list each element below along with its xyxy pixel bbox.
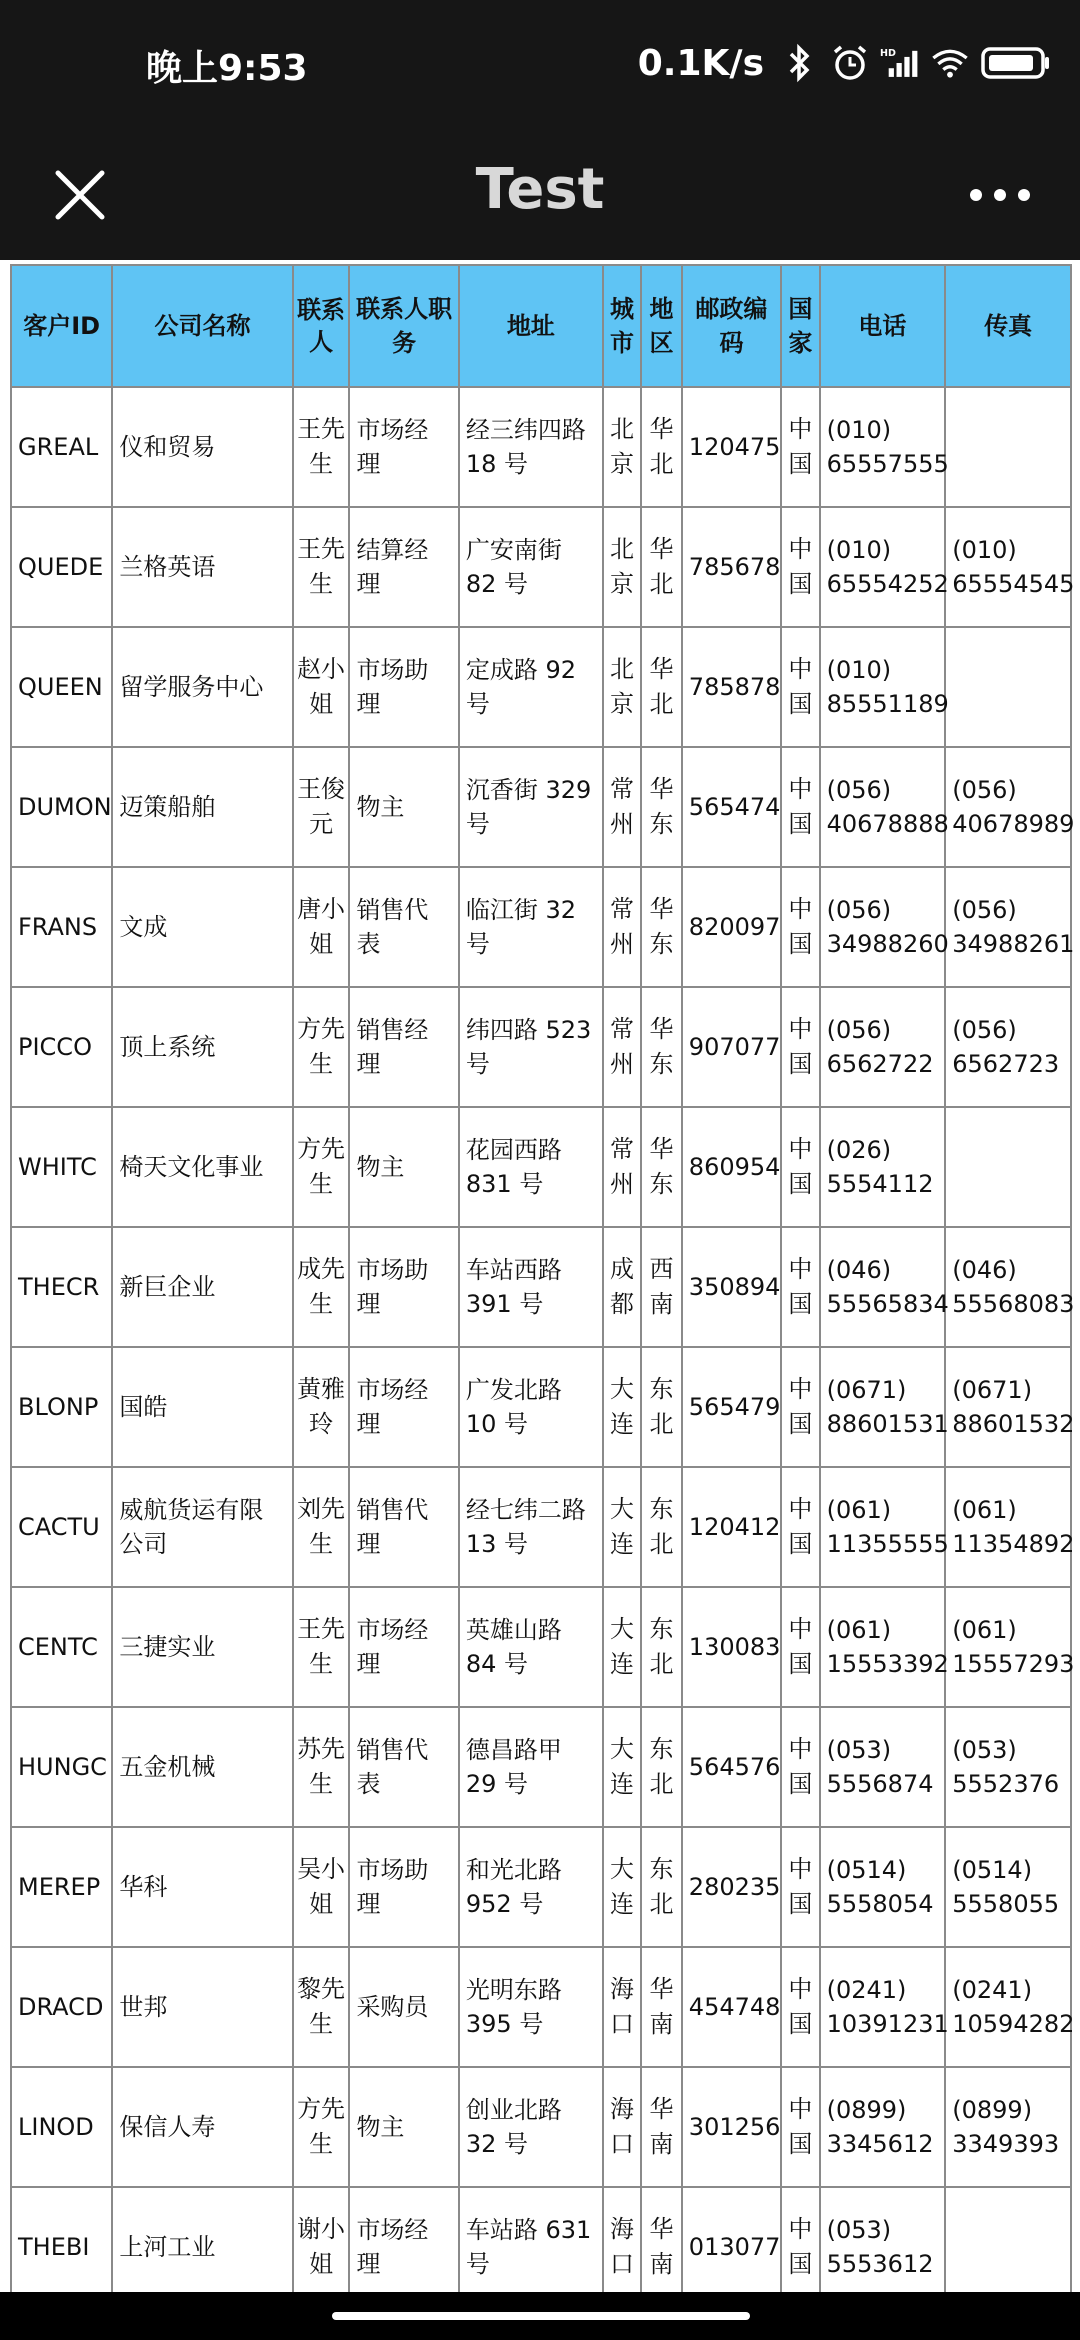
contact-cell: 方先生	[293, 2067, 350, 2187]
company-cell: 仪和贸易	[112, 387, 292, 507]
postal-cell: 130083	[682, 1587, 781, 1707]
customer-id-cell: THEBI	[11, 2187, 112, 2292]
address-cell: 经七纬二路 13 号	[459, 1467, 603, 1587]
contact-title-cell: 销售经理	[349, 987, 458, 1107]
postal-cell: 120475	[682, 387, 781, 507]
table-row	[11, 1947, 1071, 2067]
country-cell: 中国	[781, 1587, 820, 1707]
city-cell: 成都	[603, 1227, 642, 1347]
contact-title-cell: 物主	[349, 1107, 458, 1227]
contact-title-cell: 市场助理	[349, 1227, 458, 1347]
country-cell: 中国	[781, 627, 820, 747]
city-cell: 北京	[603, 387, 642, 507]
table-row	[11, 507, 1071, 627]
table-header-row	[11, 265, 1071, 387]
customer-id-cell: DUMON	[11, 747, 112, 867]
city-cell: 大连	[603, 1467, 642, 1587]
svg-text:HD: HD	[880, 48, 896, 60]
app-bar	[0, 130, 1080, 260]
country-cell: 中国	[781, 987, 820, 1107]
fax-cell	[945, 387, 1071, 507]
company-cell: 保信人寿	[112, 2067, 292, 2187]
table-row	[11, 1587, 1071, 1707]
region-cell: 华北	[641, 387, 682, 507]
table-row	[11, 1827, 1071, 1947]
region-cell: 东北	[641, 1707, 682, 1827]
fax-cell: (0514) 5558055	[945, 1827, 1071, 1947]
postal-cell: 350894	[682, 1227, 781, 1347]
battery-icon	[980, 43, 1052, 83]
company-cell: 留学服务中心	[112, 627, 292, 747]
address-cell: 沉香街 329 号	[459, 747, 603, 867]
city-cell: 海口	[603, 2067, 642, 2187]
table-row	[11, 1227, 1071, 1347]
contact-cell: 黎先生	[293, 1947, 350, 2067]
city-cell: 常州	[603, 867, 642, 987]
table-row	[11, 2067, 1071, 2187]
table-row	[11, 747, 1071, 867]
header-contact-title: 联系人职务	[349, 265, 458, 387]
address-cell: 英雄山路 84 号	[459, 1587, 603, 1707]
phone-cell: (0241) 10391231	[820, 1947, 946, 2067]
navigation-bar	[0, 2292, 1080, 2340]
city-cell: 大连	[603, 1827, 642, 1947]
address-cell: 定成路 92 号	[459, 627, 603, 747]
city-cell: 大连	[603, 1587, 642, 1707]
region-cell: 东北	[641, 1467, 682, 1587]
header-postal: 邮政编码	[682, 265, 781, 387]
country-cell: 中国	[781, 747, 820, 867]
contact-cell: 王俊元	[293, 747, 350, 867]
address-cell: 和光北路 952 号	[459, 1827, 603, 1947]
phone-cell: (056) 40678888	[820, 747, 946, 867]
country-cell: 中国	[781, 1467, 820, 1587]
customer-id-cell: FRANS	[11, 867, 112, 987]
region-cell: 华东	[641, 747, 682, 867]
header-region: 地区	[641, 265, 682, 387]
postal-cell: 013077	[682, 2187, 781, 2292]
address-cell: 德昌路甲 29 号	[459, 1707, 603, 1827]
address-cell: 广安南街 82 号	[459, 507, 603, 627]
country-cell: 中国	[781, 507, 820, 627]
phone-cell: (056) 34988260	[820, 867, 946, 987]
region-cell: 华北	[641, 507, 682, 627]
contact-title-cell: 市场助理	[349, 1827, 458, 1947]
table-row	[11, 1707, 1071, 1827]
network-speed: 0.1K/s	[637, 42, 764, 84]
contact-title-cell: 采购员	[349, 1947, 458, 2067]
customer-id-cell: QUEDE	[11, 507, 112, 627]
contact-title-cell: 市场经理	[349, 1347, 458, 1467]
contact-cell: 王先生	[293, 507, 350, 627]
fax-cell	[945, 1107, 1071, 1227]
header-city: 城市	[603, 265, 642, 387]
header-company: 公司名称	[112, 265, 292, 387]
postal-cell: 565479	[682, 1347, 781, 1467]
city-cell: 海口	[603, 1947, 642, 2067]
contact-title-cell: 市场助理	[349, 627, 458, 747]
country-cell: 中国	[781, 1107, 820, 1227]
company-cell: 三捷实业	[112, 1587, 292, 1707]
contact-title-cell: 市场经理	[349, 2187, 458, 2292]
company-cell: 文成	[112, 867, 292, 987]
address-cell: 车站西路 391 号	[459, 1227, 603, 1347]
address-cell: 纬四路 523 号	[459, 987, 603, 1107]
city-cell: 海口	[603, 2187, 642, 2292]
customer-id-cell: WHITC	[11, 1107, 112, 1227]
customer-id-cell: CACTU	[11, 1467, 112, 1587]
phone-cell: (026) 5554112	[820, 1107, 946, 1227]
phone-cell: (0671) 88601531	[820, 1347, 946, 1467]
phone-cell: (046) 55565834	[820, 1227, 946, 1347]
country-cell: 中国	[781, 1947, 820, 2067]
country-cell: 中国	[781, 1347, 820, 1467]
more-icon	[968, 187, 1032, 203]
company-cell: 椅天文化事业	[112, 1107, 292, 1227]
region-cell: 华东	[641, 987, 682, 1107]
contact-cell: 黄雅玲	[293, 1347, 350, 1467]
city-cell: 北京	[603, 627, 642, 747]
alarm-icon	[830, 43, 870, 83]
company-cell: 兰格英语	[112, 507, 292, 627]
postal-cell: 785878	[682, 627, 781, 747]
company-cell: 顶上系统	[112, 987, 292, 1107]
postal-cell: 785678	[682, 507, 781, 627]
table-row	[11, 387, 1071, 507]
company-cell: 上河工业	[112, 2187, 292, 2292]
city-cell: 常州	[603, 747, 642, 867]
contact-cell: 方先生	[293, 987, 350, 1107]
region-cell: 华南	[641, 1947, 682, 2067]
phone-cell: (053) 5553612	[820, 2187, 946, 2292]
region-cell: 东北	[641, 1827, 682, 1947]
region-cell: 西南	[641, 1227, 682, 1347]
customer-id-cell: THECR	[11, 1227, 112, 1347]
phone-cell: (061) 15553392	[820, 1587, 946, 1707]
contact-cell: 方先生	[293, 1107, 350, 1227]
contact-cell: 刘先生	[293, 1467, 350, 1587]
phone-cell: (053) 5556874	[820, 1707, 946, 1827]
address-cell: 花园西路 831 号	[459, 1107, 603, 1227]
home-indicator[interactable]	[332, 2312, 750, 2320]
table-body	[11, 387, 1075, 2292]
header-phone: 电话	[820, 265, 946, 387]
phone-cell: (010) 65554252	[820, 507, 946, 627]
company-cell: 华科	[112, 1827, 292, 1947]
customer-table	[10, 264, 1075, 2292]
table-row	[11, 1347, 1071, 1467]
fax-cell: (010) 65554545	[945, 507, 1071, 627]
customer-id-cell: HUNGC	[11, 1707, 112, 1827]
customer-id-cell: DRACD	[11, 1947, 112, 2067]
table-row	[11, 1467, 1071, 1587]
status-icons	[638, 38, 1052, 88]
contact-cell: 苏先生	[293, 1707, 350, 1827]
phone-cell: (010) 65557555	[820, 387, 946, 507]
header-country: 国家	[781, 265, 820, 387]
customer-id-cell: BLONP	[11, 1347, 112, 1467]
table-row	[11, 2187, 1071, 2292]
fax-cell: (061) 11354892	[945, 1467, 1071, 1587]
company-cell: 迈策船舶	[112, 747, 292, 867]
phone-cell: (0899) 3345612	[820, 2067, 946, 2187]
phone-cell: (056) 6562722	[820, 987, 946, 1107]
table-row	[11, 1107, 1071, 1227]
address-cell: 车站路 631 号	[459, 2187, 603, 2292]
fax-cell	[945, 627, 1071, 747]
contact-cell: 吴小姐	[293, 1827, 350, 1947]
phone-cell: (010) 85551189	[820, 627, 946, 747]
contact-title-cell: 市场经理	[349, 1587, 458, 1707]
table-row	[11, 987, 1071, 1107]
contact-title-cell: 市场经理	[349, 387, 458, 507]
postal-cell: 454748	[682, 1947, 781, 2067]
company-cell: 新巨企业	[112, 1227, 292, 1347]
address-cell: 光明东路 395 号	[459, 1947, 603, 2067]
postal-cell: 301256	[682, 2067, 781, 2187]
fax-cell: (056) 6562723	[945, 987, 1071, 1107]
postal-cell: 120412	[682, 1467, 781, 1587]
customer-id-cell: QUEEN	[11, 627, 112, 747]
contact-cell: 唐小姐	[293, 867, 350, 987]
contact-cell: 王先生	[293, 1587, 350, 1707]
address-cell: 创业北路 32 号	[459, 2067, 603, 2187]
postal-cell: 564576	[682, 1707, 781, 1827]
country-cell: 中国	[781, 2187, 820, 2292]
header-address: 地址	[459, 265, 603, 387]
customer-id-cell: GREAL	[11, 387, 112, 507]
fax-cell: (056) 40678989	[945, 747, 1071, 867]
company-cell: 威航货运有限公司	[112, 1467, 292, 1587]
header-customer-id: 客户ID	[11, 265, 112, 387]
country-cell: 中国	[781, 1227, 820, 1347]
fax-cell: (053) 5552376	[945, 1707, 1071, 1827]
region-cell: 东北	[641, 1347, 682, 1467]
country-cell: 中国	[781, 1827, 820, 1947]
region-cell: 华东	[641, 1107, 682, 1227]
phone-cell: (0514) 5558054	[820, 1827, 946, 1947]
contact-cell: 赵小姐	[293, 627, 350, 747]
contact-title-cell: 销售代表	[349, 1707, 458, 1827]
fax-cell: (0671) 88601532	[945, 1347, 1071, 1467]
status-time: 晚上9:53	[146, 48, 308, 89]
address-cell: 广发北路 10 号	[459, 1347, 603, 1467]
contact-title-cell: 销售代表	[349, 867, 458, 987]
contact-cell: 成先生	[293, 1227, 350, 1347]
country-cell: 中国	[781, 867, 820, 987]
country-cell: 中国	[781, 2067, 820, 2187]
web-content[interactable]	[0, 260, 1080, 2292]
fax-cell: (061) 15557293	[945, 1587, 1071, 1707]
postal-cell: 907077	[682, 987, 781, 1107]
company-cell: 世邦	[112, 1947, 292, 2067]
postal-cell: 860954	[682, 1107, 781, 1227]
table-row	[11, 867, 1071, 987]
region-cell: 华北	[641, 627, 682, 747]
bluetooth-icon	[780, 43, 820, 83]
contact-title-cell: 结算经理	[349, 507, 458, 627]
country-cell: 中国	[781, 1707, 820, 1827]
address-cell: 经三纬四路 18 号	[459, 387, 603, 507]
phone-cell: (061) 11355555	[820, 1467, 946, 1587]
contact-cell: 王先生	[293, 387, 350, 507]
address-cell: 临江街 32 号	[459, 867, 603, 987]
region-cell: 华南	[641, 2067, 682, 2187]
fax-cell: (0899) 3349393	[945, 2067, 1071, 2187]
postal-cell: 280235	[682, 1827, 781, 1947]
postal-cell: 565474	[682, 747, 781, 867]
region-cell: 东北	[641, 1587, 682, 1707]
region-cell: 华南	[641, 2187, 682, 2292]
page-title: Test	[475, 157, 605, 222]
contact-cell: 谢小姐	[293, 2187, 350, 2292]
customer-id-cell: MEREP	[11, 1827, 112, 1947]
city-cell: 大连	[603, 1347, 642, 1467]
country-cell: 中国	[781, 387, 820, 507]
company-cell: 五金机械	[112, 1707, 292, 1827]
postal-cell: 820097	[682, 867, 781, 987]
fax-cell: (056) 34988261	[945, 867, 1071, 987]
city-cell: 常州	[603, 1107, 642, 1227]
city-cell: 常州	[603, 987, 642, 1107]
fax-cell: (046) 55568083	[945, 1227, 1071, 1347]
fax-cell: (0241) 10594282	[945, 1947, 1071, 2067]
customer-id-cell: CENTC	[11, 1587, 112, 1707]
status-bar	[0, 0, 1080, 130]
region-cell: 华东	[641, 867, 682, 987]
customer-id-cell: PICCO	[11, 987, 112, 1107]
contact-title-cell: 物主	[349, 2067, 458, 2187]
customer-id-cell: LINOD	[11, 2067, 112, 2187]
header-contact: 联系人	[293, 265, 350, 387]
more-options-button[interactable]	[960, 155, 1040, 235]
contact-title-cell: 销售代理	[349, 1467, 458, 1587]
city-cell: 大连	[603, 1707, 642, 1827]
header-fax: 传真	[945, 265, 1071, 387]
wifi-icon	[930, 43, 970, 83]
contact-title-cell: 物主	[349, 747, 458, 867]
city-cell: 北京	[603, 507, 642, 627]
signal-icon	[880, 43, 920, 83]
fax-cell	[945, 2187, 1071, 2292]
table-row	[11, 627, 1071, 747]
company-cell: 国皓	[112, 1347, 292, 1467]
